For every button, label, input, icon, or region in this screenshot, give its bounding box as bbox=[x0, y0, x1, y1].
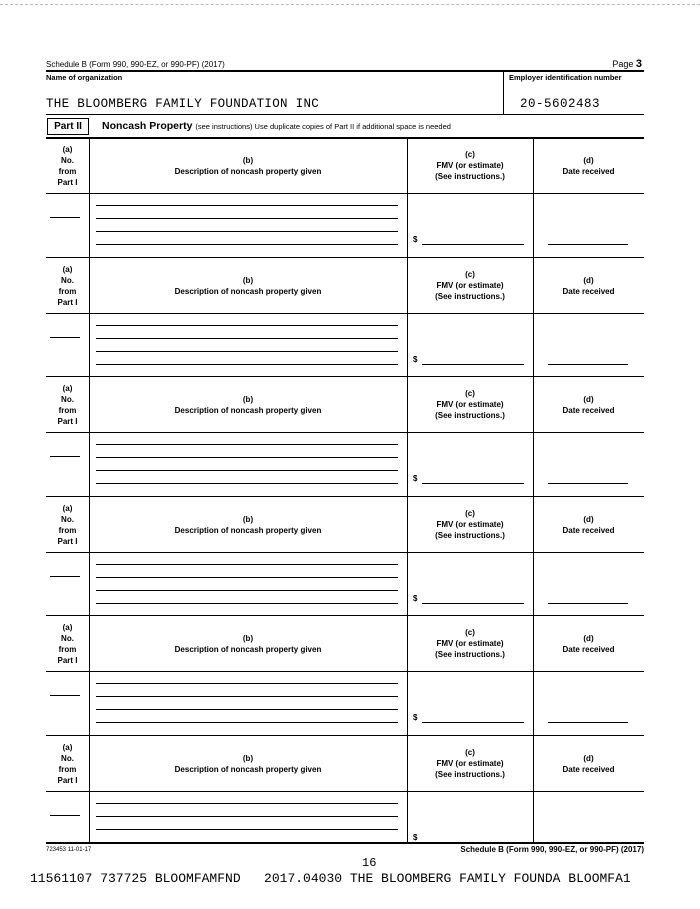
column-heading-line: Part I bbox=[57, 775, 78, 785]
description-line[interactable] bbox=[96, 816, 398, 817]
column-heading-line: (b) bbox=[242, 514, 254, 524]
description-line[interactable] bbox=[96, 709, 398, 710]
column-heading-line: (a) bbox=[62, 144, 73, 154]
description-line[interactable] bbox=[96, 364, 398, 365]
column-heading-line: (d) bbox=[583, 514, 594, 524]
description-line[interactable] bbox=[96, 577, 398, 578]
column-heading-line: (See instructions.) bbox=[435, 292, 505, 301]
part-i-number-blank[interactable] bbox=[50, 456, 80, 457]
fmv-dollar-sign: $ bbox=[413, 713, 418, 722]
column-heading-line: (See instructions.) bbox=[435, 411, 505, 420]
column-heading-line: FMV (or estimate) bbox=[436, 161, 504, 170]
column-heading-line: (a) bbox=[62, 264, 73, 274]
fmv-amount-field[interactable] bbox=[422, 483, 524, 484]
column-heading-a bbox=[46, 144, 89, 188]
column-heading-a bbox=[46, 622, 89, 666]
column-heading-line: (See instructions.) bbox=[435, 650, 505, 659]
form-reference: Schedule B (Form 990, 990-EZ, or 990-PF) (2017) bbox=[46, 60, 225, 69]
employer-id-number: 20-5602483 bbox=[520, 97, 601, 111]
column-heading-line: Description of noncash property given bbox=[174, 525, 322, 535]
page-label: Page bbox=[612, 59, 634, 69]
column-heading-line: from bbox=[58, 525, 77, 535]
column-heading-line: (b) bbox=[242, 633, 254, 643]
description-line[interactable] bbox=[96, 722, 398, 723]
footer-rule bbox=[46, 842, 644, 844]
description-line[interactable] bbox=[96, 457, 398, 458]
column-heading-line: Date received bbox=[562, 644, 615, 654]
ein-label: Employer identification number bbox=[509, 73, 622, 82]
column-heading-line: Description of noncash property given bbox=[174, 405, 322, 415]
section-divider bbox=[46, 615, 644, 616]
description-line[interactable] bbox=[96, 603, 398, 604]
column-heading-line: FMV (or estimate) bbox=[436, 639, 504, 648]
column-divider-b-c bbox=[407, 137, 408, 842]
column-heading-line: (b) bbox=[242, 753, 254, 763]
column-heading-line: Description of noncash property given bbox=[174, 286, 322, 296]
column-heading-d bbox=[533, 155, 644, 177]
description-line[interactable] bbox=[96, 564, 398, 565]
column-heading-line: No. bbox=[61, 633, 74, 643]
column-heading-line: Date received bbox=[562, 525, 615, 535]
column-heading-b bbox=[89, 514, 407, 536]
description-line[interactable] bbox=[96, 829, 398, 830]
header-divider bbox=[503, 72, 504, 114]
fmv-dollar-sign: $ bbox=[413, 474, 418, 483]
column-heading-line: (d) bbox=[583, 753, 594, 763]
column-heading-line: (c) bbox=[465, 270, 475, 279]
column-heading-c bbox=[407, 269, 533, 302]
column-heading-line: (a) bbox=[62, 383, 73, 393]
column-heading-c bbox=[407, 747, 533, 780]
column-heading-line: (See instructions.) bbox=[435, 531, 505, 540]
column-heading-line: No. bbox=[61, 394, 74, 404]
heading-body-divider bbox=[46, 432, 644, 433]
column-heading-line: (d) bbox=[583, 633, 594, 643]
column-heading-line: Part I bbox=[57, 536, 78, 546]
column-heading-line: (d) bbox=[583, 155, 594, 165]
column-heading-line: No. bbox=[61, 155, 74, 165]
column-heading-line: (a) bbox=[62, 622, 73, 632]
column-heading-line: No. bbox=[61, 514, 74, 524]
column-heading-line: from bbox=[58, 166, 77, 176]
description-line[interactable] bbox=[96, 351, 398, 352]
description-line[interactable] bbox=[96, 696, 398, 697]
column-heading-b bbox=[89, 633, 407, 655]
organization-name: THE BLOOMBERG FAMILY FOUNDATION INC bbox=[46, 97, 320, 111]
column-heading-d bbox=[533, 753, 644, 775]
column-heading-line: Part I bbox=[57, 416, 78, 426]
column-heading-line: (c) bbox=[465, 748, 475, 757]
heading-body-divider bbox=[46, 313, 644, 314]
column-heading-line: (c) bbox=[465, 150, 475, 159]
date-received-field[interactable] bbox=[548, 603, 628, 604]
column-heading-line: Date received bbox=[562, 764, 615, 774]
footer-form-reference: Schedule B (Form 990, 990-EZ, or 990-PF) (2017) bbox=[460, 845, 644, 854]
fmv-dollar-sign: $ bbox=[413, 833, 418, 842]
column-heading-line: from bbox=[58, 405, 77, 415]
column-heading-b bbox=[89, 394, 407, 416]
fmv-dollar-sign: $ bbox=[413, 235, 418, 244]
column-heading-line: (See instructions.) bbox=[435, 770, 505, 779]
description-line[interactable] bbox=[96, 205, 398, 206]
column-heading-c bbox=[407, 149, 533, 182]
column-heading-b bbox=[89, 275, 407, 297]
column-heading-a bbox=[46, 503, 89, 547]
column-heading-line: from bbox=[58, 286, 77, 296]
fmv-dollar-sign: $ bbox=[413, 594, 418, 603]
column-heading-line: Date received bbox=[562, 286, 615, 296]
column-heading-line: (b) bbox=[242, 275, 254, 285]
top-dashed-border bbox=[0, 4, 700, 5]
column-heading-line: (b) bbox=[242, 394, 254, 404]
column-heading-line: (d) bbox=[583, 275, 594, 285]
part-title-text: Noncash Property bbox=[102, 120, 193, 132]
column-heading-d bbox=[533, 394, 644, 416]
column-heading-c bbox=[407, 627, 533, 660]
column-heading-c bbox=[407, 388, 533, 421]
column-heading-line: FMV (or estimate) bbox=[436, 400, 504, 409]
description-line[interactable] bbox=[96, 444, 398, 445]
part-i-number-blank[interactable] bbox=[50, 815, 80, 816]
column-heading-b bbox=[89, 753, 407, 775]
page-number: 3 bbox=[635, 58, 642, 70]
header-rule bbox=[46, 70, 644, 72]
column-heading-line: Description of noncash property given bbox=[174, 166, 322, 176]
fmv-amount-field[interactable] bbox=[422, 603, 524, 604]
column-heading-line: (See instructions.) bbox=[435, 172, 505, 181]
column-heading-a bbox=[46, 383, 89, 427]
column-heading-c bbox=[407, 508, 533, 541]
section-divider bbox=[46, 496, 644, 497]
column-heading-a bbox=[46, 264, 89, 308]
description-line[interactable] bbox=[96, 803, 398, 804]
column-heading-line: Part I bbox=[57, 177, 78, 187]
heading-body-divider bbox=[46, 791, 644, 792]
column-heading-line: (c) bbox=[465, 389, 475, 398]
fmv-dollar-sign: $ bbox=[413, 355, 418, 364]
column-divider-c-d bbox=[533, 137, 534, 842]
column-heading-line: Description of noncash property given bbox=[174, 764, 322, 774]
column-divider-a-b bbox=[89, 137, 90, 842]
part-i-number-blank[interactable] bbox=[50, 337, 80, 338]
column-heading-d bbox=[533, 275, 644, 297]
part-i-number-blank[interactable] bbox=[50, 576, 80, 577]
column-heading-line: Date received bbox=[562, 166, 615, 176]
fmv-amount-field[interactable] bbox=[422, 364, 524, 365]
description-line[interactable] bbox=[96, 483, 398, 484]
date-received-field[interactable] bbox=[548, 722, 628, 723]
description-line[interactable] bbox=[96, 338, 398, 339]
part-label: Part II bbox=[47, 118, 89, 135]
date-received-field[interactable] bbox=[548, 364, 628, 365]
column-heading-line: FMV (or estimate) bbox=[436, 759, 504, 768]
section-divider bbox=[46, 257, 644, 258]
heading-body-divider bbox=[46, 552, 644, 553]
description-line[interactable] bbox=[96, 218, 398, 219]
column-heading-line: No. bbox=[61, 753, 74, 763]
column-heading-b bbox=[89, 155, 407, 177]
column-heading-line: Date received bbox=[562, 405, 615, 415]
part-title bbox=[102, 120, 451, 132]
fmv-amount-field[interactable] bbox=[422, 722, 524, 723]
part-i-number-blank[interactable] bbox=[50, 695, 80, 696]
description-line[interactable] bbox=[96, 470, 398, 471]
section-divider bbox=[46, 376, 644, 377]
description-line[interactable] bbox=[96, 590, 398, 591]
date-received-field[interactable] bbox=[548, 483, 628, 484]
column-heading-line: Part I bbox=[57, 655, 78, 665]
column-heading-line: from bbox=[58, 764, 77, 774]
column-heading-line: FMV (or estimate) bbox=[436, 520, 504, 529]
column-heading-line: No. bbox=[61, 275, 74, 285]
column-heading-line: (b) bbox=[242, 155, 254, 165]
form-code: 723453 11-01-17 bbox=[46, 847, 92, 853]
name-of-organization-label: Name of organization bbox=[46, 73, 123, 82]
page-indicator bbox=[612, 58, 642, 70]
column-heading-line: (c) bbox=[465, 628, 475, 637]
column-heading-a bbox=[46, 742, 89, 786]
sheet-page-number: 16 bbox=[362, 856, 377, 870]
heading-body-divider bbox=[46, 671, 644, 672]
date-received-field[interactable] bbox=[548, 244, 628, 245]
description-line[interactable] bbox=[96, 244, 398, 245]
column-heading-line: Description of noncash property given bbox=[174, 644, 322, 654]
column-heading-d bbox=[533, 633, 644, 655]
column-heading-line: from bbox=[58, 644, 77, 654]
description-line[interactable] bbox=[96, 325, 398, 326]
column-heading-d bbox=[533, 514, 644, 536]
column-heading-line: (d) bbox=[583, 394, 594, 404]
column-heading-line: Part I bbox=[57, 297, 78, 307]
fmv-amount-field[interactable] bbox=[422, 244, 524, 245]
name-row-rule bbox=[46, 114, 644, 115]
description-line[interactable] bbox=[96, 683, 398, 684]
column-heading-line: (a) bbox=[62, 503, 73, 513]
column-heading-line: (a) bbox=[62, 742, 73, 752]
part-note: (see instructions) Use duplicate copies of Part II if additional space is needed bbox=[195, 122, 451, 131]
description-line[interactable] bbox=[96, 231, 398, 232]
column-heading-line: FMV (or estimate) bbox=[436, 281, 504, 290]
part-heading-rule bbox=[46, 137, 644, 139]
column-heading-line: (c) bbox=[465, 509, 475, 518]
section-divider bbox=[46, 735, 644, 736]
heading-body-divider bbox=[46, 193, 644, 194]
part-i-number-blank[interactable] bbox=[50, 217, 80, 218]
filing-stamp: 11561107 737725 BLOOMFAMFND 2017.04030 THE BLOOMBERG FAMILY FOUNDA BLOOMFA1 bbox=[30, 871, 631, 886]
